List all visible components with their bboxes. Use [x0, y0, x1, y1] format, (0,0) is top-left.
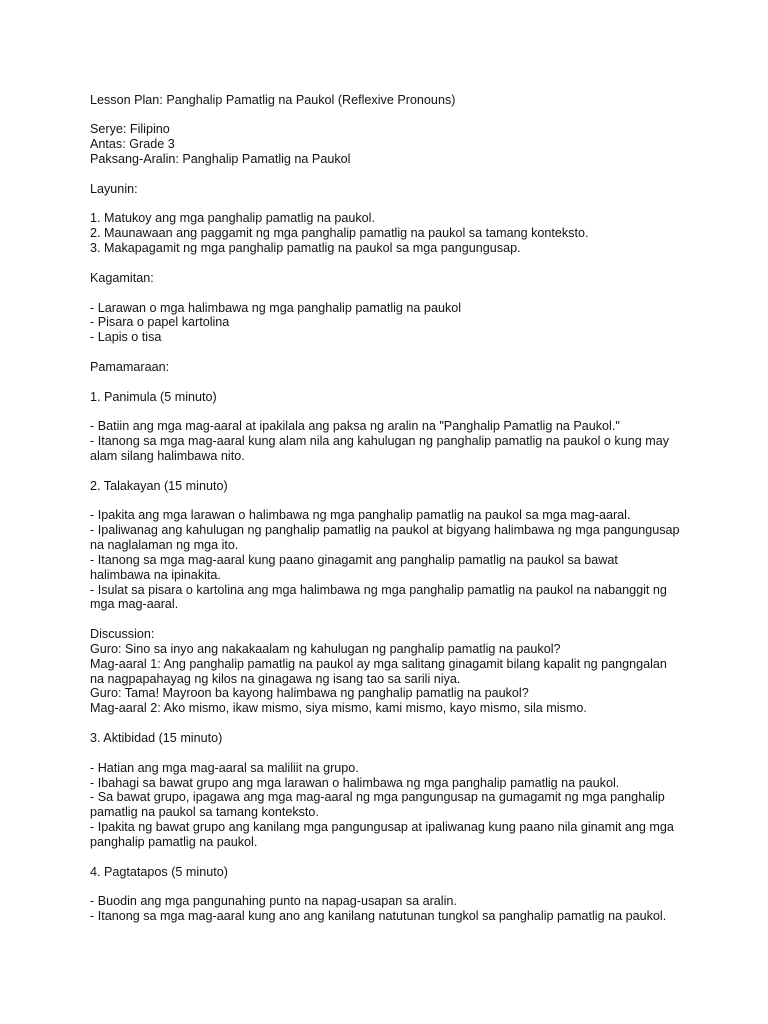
document-title: Lesson Plan: Panghalip Pamatlig na Paukol (Reflexive Pronouns): [90, 92, 456, 107]
step-item: [90, 583, 768, 613]
objective-item: 1. Matukoy ang mga panghalip pamatlig na paukol.: [90, 211, 375, 226]
dialogue-turn: [90, 686, 768, 701]
step-heading: 2. Talakayan (15 minuto): [90, 478, 228, 493]
step-item: [90, 434, 768, 464]
dialogue-line: Mag-aaral 1: Ang panghalip pamatlig na paukol ay mga salitang ginagamit bilang kapalit ng pangngalan: [90, 656, 667, 671]
step-items: [90, 761, 768, 850]
step-item: [90, 761, 768, 776]
step-item-line: - Ipakita ang mga larawan o halimbawa ng mga panghalip pamatlig na paukol sa mga mag-aaral.: [90, 508, 631, 523]
step-item-line: mga mag-aaral.: [90, 597, 179, 612]
step-items: [90, 419, 768, 464]
dialogue-line: Guro: Tama! Mayroon ba kayong halimbawa ng panghalip pamatlig na paukol?: [90, 686, 529, 701]
step-item: [90, 894, 768, 909]
step-item-line: - Itanong sa mga mag-aaral kung alam nila ang kahulugan ng panghalip pamatlig na paukol o kung may: [90, 434, 669, 449]
step-items: [90, 894, 768, 924]
step-item-line: - Itanong sa mga mag-aaral kung ano ang kanilang natutunan tungkol sa panghalip pamatlig na paukol.: [90, 909, 667, 924]
objective-item: 3. Makapagamit ng mga panghalip pamatlig na paukol sa mga pangungusap.: [90, 241, 521, 256]
step-item-line: - Hatian ang mga mag-aaral sa maliliit na grupo.: [90, 760, 359, 775]
step-item: [90, 820, 768, 850]
objectives-section: [90, 182, 768, 256]
step-conclusion: [90, 865, 768, 924]
info-series: Serye: Filipino: [90, 122, 170, 137]
step-item-line: halimbawa na ipinakita.: [90, 567, 221, 582]
dialogue-line: Guro: Sino sa inyo ang nakakaalam ng kahulugan ng panghalip pamatlig na paukol?: [90, 641, 561, 656]
step-item: [90, 508, 768, 523]
step-item-line: panghalip pamatlig na paukol.: [90, 834, 258, 849]
step-item-line: pamatlig na paukol sa tamang konteksto.: [90, 805, 319, 820]
step-item-line: - Sa bawat grupo, ipagawa ang mga mag-aaral ng mga pangungusap na gumagamit ng mga panghalip: [90, 790, 665, 805]
step-item-line: alam silang halimbawa nito.: [90, 448, 245, 463]
material-item: - Lapis o tisa: [90, 330, 162, 345]
dialogue-turn: [90, 657, 768, 687]
step-heading: 4. Pagtatapos (5 minuto): [90, 864, 228, 879]
materials-list: [90, 301, 768, 346]
objectives-list: [90, 211, 768, 256]
material-item: - Larawan o mga halimbawa ng mga panghalip pamatlig na paukol: [90, 300, 462, 315]
step-activity: [90, 731, 768, 850]
discussion-block: [90, 627, 768, 716]
dialogue-turn: [90, 701, 768, 716]
step-item: [90, 909, 768, 924]
step-item-line: - Ipaliwanag ang kahulugan ng panghalip pamatlig na paukol at bigyang halimbawa ng mga pangungusap: [90, 523, 680, 538]
step-item: [90, 419, 768, 434]
step-item: [90, 790, 768, 820]
dialogue-line: na nagpapahayag ng kilos na ginagawa ng isang tao sa sarili niya.: [90, 671, 461, 686]
step-discussion: [90, 479, 768, 717]
procedure-heading: Pamamaraan:: [90, 359, 170, 374]
dialogue-turn: [90, 642, 768, 657]
step-heading: 3. Aktibidad (15 minuto): [90, 730, 223, 745]
step-item-line: - Ipakita ng bawat grupo ang kanilang mga pangungusap at ipaliwanag kung paano nila ginamit ang mga: [90, 820, 674, 835]
objectives-heading: Layunin:: [90, 181, 138, 196]
lesson-info: [90, 122, 768, 167]
step-heading: 1. Panimula (5 minuto): [90, 389, 217, 404]
procedure-section: [90, 360, 768, 924]
info-grade: Antas: Grade 3: [90, 137, 175, 152]
objective-item: 2. Maunawaan ang paggamit ng mga panghalip pamatlig na paukol sa tamang konteksto.: [90, 226, 589, 241]
materials-heading: Kagamitan:: [90, 270, 154, 285]
step-item-line: - Buodin ang mga pangunahing punto na napag-usapan sa aralin.: [90, 894, 457, 909]
discussion-heading: Discussion:: [90, 627, 155, 642]
material-item: - Pisara o papel kartolina: [90, 315, 230, 330]
step-item-line: - Isulat sa pisara o kartolina ang mga halimbawa ng mga panghalip pamatlig na paukol na nabanggit ng: [90, 582, 667, 597]
materials-section: [90, 271, 768, 345]
info-topic: Paksang-Aralin: Panghalip Pamatlig na Paukol: [90, 152, 351, 167]
dialogue-line: Mag-aaral 2: Ako mismo, ikaw mismo, siya mismo, kami mismo, kayo mismo, sila mismo.: [90, 701, 587, 716]
step-item-line: - Ibahagi sa bawat grupo ang mga larawan o halimbawa ng mga panghalip pamatlig na paukol.: [90, 775, 620, 790]
step-item-line: - Itanong sa mga mag-aaral kung paano ginagamit ang panghalip pamatlig na paukol sa bawat: [90, 552, 618, 567]
step-items: [90, 508, 768, 612]
step-item-line: na naglalaman ng mga ito.: [90, 538, 239, 552]
step-item: [90, 523, 768, 553]
step-introduction: [90, 390, 768, 464]
step-item: [90, 553, 768, 583]
step-item: [90, 776, 768, 791]
step-item-line: - Batiin ang mga mag-aaral at ipakilala ang paksa ng aralin na "Panghalip Pamatlig na Paukol.": [90, 419, 620, 434]
